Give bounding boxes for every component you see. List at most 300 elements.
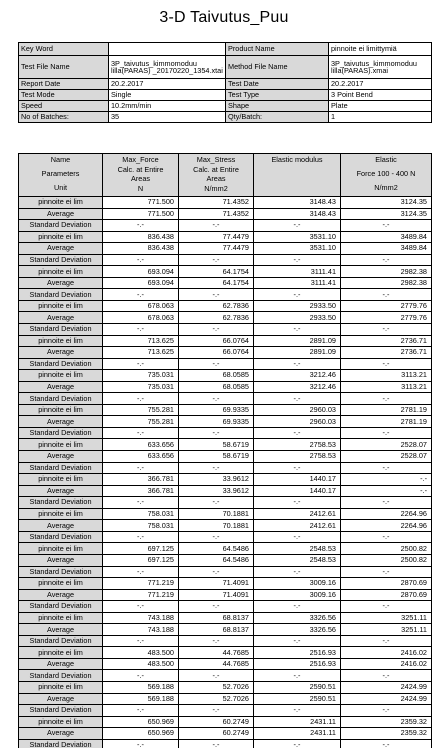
elastic-modulus-cell: -.- [254, 254, 341, 266]
std-dev-row [19, 601, 432, 613]
elastic-modulus-cell: -.- [254, 393, 341, 405]
max-stress-cell: 64.1754 [179, 277, 254, 289]
elastic-cell: -.- [341, 220, 432, 232]
max-force-cell: -.- [103, 358, 179, 370]
std-dev-row [19, 635, 432, 647]
std-dev-row [19, 289, 432, 301]
max-stress-cell: 52.7026 [179, 693, 254, 705]
elastic-cell: -.- [341, 497, 432, 509]
elastic-modulus-cell: 2960.03 [254, 416, 341, 428]
row-label: Average [19, 485, 103, 497]
std-dev-row [19, 324, 432, 336]
average-row [19, 658, 432, 670]
max-stress-cell: 64.5486 [179, 543, 254, 555]
max-stress-cell: -.- [179, 705, 254, 717]
max-stress-cell: 71.4352 [179, 208, 254, 220]
max-force-cell: 836.438 [103, 243, 179, 255]
max-force-cell: 569.188 [103, 681, 179, 693]
col-header-elastic-modulus [254, 154, 341, 197]
elastic-modulus-cell: -.- [254, 566, 341, 578]
std-dev-row [19, 220, 432, 232]
header-elastic-unit: N/mm2 [374, 183, 398, 192]
row-label: pinnoite ei lim [19, 335, 103, 347]
elastic-cell: 2424.99 [341, 693, 432, 705]
row-label: Standard Deviation [19, 601, 103, 613]
elastic-modulus-cell: -.- [254, 289, 341, 301]
elastic-modulus-cell: -.- [254, 497, 341, 509]
row-label: Standard Deviation [19, 739, 103, 748]
std-dev-row [19, 497, 432, 509]
elastic-modulus-cell: 2960.03 [254, 404, 341, 416]
info-label: Product Name [226, 43, 329, 56]
max-stress-cell: 70.1881 [179, 508, 254, 520]
row-label: Average [19, 693, 103, 705]
max-force-cell: 633.656 [103, 439, 179, 451]
elastic-cell: -.- [341, 324, 432, 336]
elastic-modulus-cell: -.- [254, 220, 341, 232]
row-label: pinnoite ei lim [19, 404, 103, 416]
sample-row [19, 197, 432, 209]
row-label: pinnoite ei lim [19, 578, 103, 590]
std-dev-row [19, 393, 432, 405]
max-stress-cell: -.- [179, 393, 254, 405]
info-row [19, 101, 432, 112]
test-info-table [18, 42, 432, 123]
elastic-cell: 2359.32 [341, 716, 432, 728]
header-elastic-modulus-line: Elastic modulus [271, 155, 323, 164]
max-force-cell: 713.625 [103, 347, 179, 359]
info-value: 20.2.2017 [109, 79, 226, 90]
max-stress-cell: -.- [179, 358, 254, 370]
row-label: Standard Deviation [19, 427, 103, 439]
elastic-modulus-cell: 3148.43 [254, 208, 341, 220]
elastic-cell: -.- [341, 462, 432, 474]
row-label: pinnoite ei lim [19, 197, 103, 209]
max-force-cell: -.- [103, 289, 179, 301]
row-label: pinnoite ei lim [19, 474, 103, 486]
elastic-modulus-cell: -.- [254, 635, 341, 647]
row-label: pinnoite ei lim [19, 716, 103, 728]
info-value: 35 [109, 112, 226, 123]
info-label: Test Date [226, 79, 329, 90]
elastic-modulus-cell: 3531.10 [254, 243, 341, 255]
elastic-cell: -.- [341, 474, 432, 486]
max-stress-cell: 62.7836 [179, 312, 254, 324]
elastic-modulus-cell: 2548.53 [254, 543, 341, 555]
elastic-modulus-cell: -.- [254, 427, 341, 439]
elastic-modulus-cell: 2412.61 [254, 520, 341, 532]
row-label: pinnoite ei lim [19, 681, 103, 693]
max-stress-cell: 60.2749 [179, 716, 254, 728]
row-label: Standard Deviation [19, 670, 103, 682]
max-stress-cell: -.- [179, 739, 254, 748]
elastic-cell: 3251.11 [341, 624, 432, 636]
elastic-modulus-cell: -.- [254, 739, 341, 748]
row-label: Average [19, 277, 103, 289]
max-force-cell: -.- [103, 324, 179, 336]
elastic-cell: 2528.07 [341, 439, 432, 451]
max-stress-cell: 77.4479 [179, 243, 254, 255]
info-label: Key Word [19, 43, 109, 56]
row-label: Average [19, 381, 103, 393]
max-force-cell: 569.188 [103, 693, 179, 705]
elastic-modulus-cell: 3111.41 [254, 277, 341, 289]
elastic-modulus-cell: 2431.11 [254, 728, 341, 740]
max-force-cell: 483.500 [103, 658, 179, 670]
row-label: pinnoite ei lim [19, 231, 103, 243]
elastic-modulus-cell: 2516.93 [254, 658, 341, 670]
max-force-cell: 836.438 [103, 231, 179, 243]
elastic-modulus-cell: 3111.41 [254, 266, 341, 278]
elastic-cell: 2424.99 [341, 681, 432, 693]
elastic-cell: -.- [341, 635, 432, 647]
std-dev-row [19, 254, 432, 266]
elastic-modulus-cell: 2933.50 [254, 312, 341, 324]
elastic-modulus-cell: 2412.61 [254, 508, 341, 520]
average-row [19, 243, 432, 255]
max-force-cell: -.- [103, 393, 179, 405]
max-force-cell: 771.219 [103, 589, 179, 601]
row-label: pinnoite ei lim [19, 647, 103, 659]
elastic-modulus-cell: 2891.09 [254, 347, 341, 359]
elastic-cell: -.- [341, 289, 432, 301]
max-force-cell: 693.094 [103, 277, 179, 289]
row-label: Average [19, 658, 103, 670]
max-stress-cell: -.- [179, 254, 254, 266]
elastic-cell: -.- [341, 393, 432, 405]
info-row [19, 112, 432, 123]
max-stress-cell: -.- [179, 635, 254, 647]
max-stress-cell: 68.0585 [179, 370, 254, 382]
max-force-cell: 755.281 [103, 416, 179, 428]
elastic-cell: -.- [341, 531, 432, 543]
max-force-cell: -.- [103, 531, 179, 543]
max-stress-cell: 62.7836 [179, 300, 254, 312]
elastic-cell: 2736.71 [341, 347, 432, 359]
row-label: Standard Deviation [19, 254, 103, 266]
max-force-cell: -.- [103, 220, 179, 232]
elastic-modulus-cell: 1440.17 [254, 485, 341, 497]
row-label: Standard Deviation [19, 220, 103, 232]
max-force-cell: 743.188 [103, 624, 179, 636]
max-stress-cell: -.- [179, 566, 254, 578]
sample-row [19, 231, 432, 243]
max-force-cell: -.- [103, 254, 179, 266]
header-max-force-areas: Areas [130, 174, 151, 183]
max-force-cell: 758.031 [103, 508, 179, 520]
elastic-cell: 3124.35 [341, 208, 432, 220]
info-value: pinnoite ei limittymiä [329, 43, 432, 56]
max-force-cell: 771.500 [103, 197, 179, 209]
sample-row [19, 681, 432, 693]
col-header-elastic [341, 154, 432, 197]
average-row [19, 485, 432, 497]
sample-row [19, 370, 432, 382]
max-stress-cell: 71.4091 [179, 589, 254, 601]
info-value: 3 Point Bend [329, 90, 432, 101]
max-force-cell: -.- [103, 739, 179, 748]
max-force-cell: 633.656 [103, 451, 179, 463]
elastic-cell: 3489.84 [341, 243, 432, 255]
info-label: Test File Name [19, 56, 109, 79]
header-max-force-line: Max_Force [122, 155, 159, 164]
elastic-modulus-cell: -.- [254, 462, 341, 474]
std-dev-row [19, 358, 432, 370]
info-row [19, 43, 432, 56]
elastic-modulus-cell: 3212.46 [254, 370, 341, 382]
max-stress-cell: 68.0585 [179, 381, 254, 393]
row-label: Average [19, 554, 103, 566]
elastic-cell: -.- [341, 705, 432, 717]
average-row [19, 728, 432, 740]
header-elastic-line: Elastic [375, 155, 397, 164]
max-force-cell: 713.625 [103, 335, 179, 347]
elastic-modulus-cell: 2933.50 [254, 300, 341, 312]
row-label: Standard Deviation [19, 324, 103, 336]
header-unit-line: Unit [54, 183, 67, 192]
max-stress-cell: 58.6719 [179, 439, 254, 451]
elastic-modulus-cell: 2758.53 [254, 451, 341, 463]
elastic-cell: 2870.69 [341, 578, 432, 590]
max-stress-cell: 70.1881 [179, 520, 254, 532]
elastic-modulus-cell: 3212.46 [254, 381, 341, 393]
row-label: Standard Deviation [19, 497, 103, 509]
info-label: Qty/Batch: [226, 112, 329, 123]
max-force-cell: -.- [103, 601, 179, 613]
header-parameters-line: Parameters [41, 168, 80, 178]
info-label: Test Type [226, 90, 329, 101]
info-label: Method File Name [226, 56, 329, 79]
elastic-modulus-cell: -.- [254, 670, 341, 682]
max-stress-cell: -.- [179, 427, 254, 439]
row-label: Average [19, 728, 103, 740]
elastic-cell: 2736.71 [341, 335, 432, 347]
max-stress-cell: 44.7685 [179, 647, 254, 659]
row-label: Average [19, 416, 103, 428]
sample-row [19, 716, 432, 728]
header-max-force-unit: N [137, 183, 144, 193]
info-value: 10.2mm/min [109, 101, 226, 112]
row-label: pinnoite ei lim [19, 508, 103, 520]
average-row [19, 277, 432, 289]
max-stress-cell: 44.7685 [179, 658, 254, 670]
elastic-modulus-cell: -.- [254, 531, 341, 543]
header-name-line: Name [50, 155, 71, 164]
elastic-modulus-cell: -.- [254, 705, 341, 717]
elastic-modulus-cell: 2431.11 [254, 716, 341, 728]
elastic-cell: 2779.76 [341, 312, 432, 324]
elastic-cell: 2416.02 [341, 647, 432, 659]
max-stress-cell: -.- [179, 220, 254, 232]
max-stress-cell: 69.9335 [179, 416, 254, 428]
max-stress-cell: 66.0764 [179, 335, 254, 347]
max-force-cell: 771.500 [103, 208, 179, 220]
average-row [19, 451, 432, 463]
row-label: Standard Deviation [19, 289, 103, 301]
elastic-modulus-cell: 3009.16 [254, 578, 341, 590]
header-max-stress-calc: Calc. at Entire [193, 164, 239, 174]
elastic-modulus-cell: 2516.93 [254, 647, 341, 659]
max-stress-cell: 69.9335 [179, 404, 254, 416]
max-stress-cell: -.- [179, 601, 254, 613]
max-stress-cell: -.- [179, 531, 254, 543]
row-label: Standard Deviation [19, 462, 103, 474]
elastic-modulus-cell: 2590.51 [254, 681, 341, 693]
max-stress-cell: 66.0764 [179, 347, 254, 359]
sample-row [19, 439, 432, 451]
col-header-name [19, 154, 103, 197]
row-label: Standard Deviation [19, 705, 103, 717]
elastic-modulus-cell: 3148.43 [254, 197, 341, 209]
elastic-cell: 2264.96 [341, 508, 432, 520]
info-value: 3P_taivutus_kimmomoduu lilla(PARAS).xmai [329, 56, 432, 79]
max-force-cell: 678.063 [103, 312, 179, 324]
header-max-stress-areas: Areas [206, 174, 226, 183]
max-force-cell: 650.969 [103, 716, 179, 728]
elastic-modulus-cell: 3326.56 [254, 612, 341, 624]
std-dev-row [19, 462, 432, 474]
elastic-cell: 3124.35 [341, 197, 432, 209]
elastic-cell: 2982.38 [341, 277, 432, 289]
elastic-modulus-cell: 1440.17 [254, 474, 341, 486]
elastic-cell: -.- [341, 670, 432, 682]
std-dev-row [19, 705, 432, 717]
average-row [19, 554, 432, 566]
row-label: Average [19, 243, 103, 255]
sample-row [19, 647, 432, 659]
elastic-cell: 2528.07 [341, 451, 432, 463]
std-dev-row [19, 739, 432, 748]
elastic-cell: 2781.19 [341, 404, 432, 416]
elastic-cell: -.- [341, 427, 432, 439]
info-value: 3P_taivutus_kimmomoduu lilla(PARAS) _20170220_1354.xtai [109, 56, 226, 79]
info-label: Test Mode [19, 90, 109, 101]
max-stress-cell: 64.1754 [179, 266, 254, 278]
std-dev-row [19, 531, 432, 543]
max-stress-cell: 33.9612 [179, 474, 254, 486]
sample-row [19, 508, 432, 520]
row-label: Standard Deviation [19, 635, 103, 647]
row-label: Standard Deviation [19, 531, 103, 543]
max-stress-cell: -.- [179, 324, 254, 336]
max-force-cell: 697.125 [103, 554, 179, 566]
max-force-cell: 366.781 [103, 485, 179, 497]
row-label: pinnoite ei lim [19, 370, 103, 382]
max-stress-cell: -.- [179, 670, 254, 682]
max-force-cell: 758.031 [103, 520, 179, 532]
max-force-cell: 697.125 [103, 543, 179, 555]
max-force-cell: 735.031 [103, 370, 179, 382]
row-label: Standard Deviation [19, 358, 103, 370]
elastic-modulus-cell: -.- [254, 324, 341, 336]
elastic-modulus-cell: 3009.16 [254, 589, 341, 601]
page-title: 3-D Taivutus_Puu [159, 9, 289, 26]
elastic-modulus-cell: 3531.10 [254, 231, 341, 243]
sample-row [19, 404, 432, 416]
elastic-modulus-cell: -.- [254, 601, 341, 613]
elastic-cell: 2779.76 [341, 300, 432, 312]
elastic-cell: 2416.02 [341, 658, 432, 670]
average-row [19, 589, 432, 601]
row-label: Average [19, 312, 103, 324]
elastic-cell: 3489.84 [341, 231, 432, 243]
sample-row [19, 266, 432, 278]
info-value: Single [109, 90, 226, 101]
max-force-cell: -.- [103, 635, 179, 647]
elastic-cell: 2264.96 [341, 520, 432, 532]
max-stress-cell: 77.4479 [179, 231, 254, 243]
sample-row [19, 543, 432, 555]
elastic-modulus-cell: -.- [254, 358, 341, 370]
max-force-cell: 743.188 [103, 612, 179, 624]
sample-row [19, 300, 432, 312]
elastic-modulus-cell: 2891.09 [254, 335, 341, 347]
row-label: Standard Deviation [19, 393, 103, 405]
row-label: pinnoite ei lim [19, 300, 103, 312]
average-row [19, 208, 432, 220]
average-row [19, 347, 432, 359]
max-force-cell: -.- [103, 705, 179, 717]
sample-row [19, 578, 432, 590]
elastic-modulus-cell: 3326.56 [254, 624, 341, 636]
info-row [19, 90, 432, 101]
header-max-stress-line: Max_Stress [196, 155, 236, 164]
elastic-cell: 2359.32 [341, 728, 432, 740]
max-stress-cell: -.- [179, 497, 254, 509]
elastic-cell: 3251.11 [341, 612, 432, 624]
max-stress-cell: 71.4352 [179, 197, 254, 209]
info-value [109, 43, 226, 56]
max-force-cell: -.- [103, 566, 179, 578]
info-label: No of Batches: [19, 112, 109, 123]
elastic-modulus-cell: 2548.53 [254, 554, 341, 566]
elastic-cell: -.- [341, 739, 432, 748]
std-dev-row [19, 566, 432, 578]
header-max-force-calc: Calc. at Entire [117, 164, 164, 174]
row-label: pinnoite ei lim [19, 439, 103, 451]
max-stress-cell: -.- [179, 289, 254, 301]
header-elastic-force-range: Force 100 - 400 N [356, 168, 416, 178]
results-table [18, 153, 432, 748]
elastic-cell: -.- [341, 601, 432, 613]
max-force-cell: -.- [103, 497, 179, 509]
average-row [19, 312, 432, 324]
row-label: Average [19, 520, 103, 532]
max-force-cell: 678.063 [103, 300, 179, 312]
elastic-cell: -.- [341, 566, 432, 578]
elastic-cell: -.- [341, 254, 432, 266]
max-force-cell: -.- [103, 427, 179, 439]
col-header-max-stress [179, 154, 254, 197]
row-label: Average [19, 589, 103, 601]
max-stress-cell: 58.6719 [179, 451, 254, 463]
info-label: Speed [19, 101, 109, 112]
elastic-cell: 3113.21 [341, 381, 432, 393]
elastic-cell: -.- [341, 485, 432, 497]
max-force-cell: -.- [103, 462, 179, 474]
elastic-cell: 2870.69 [341, 589, 432, 601]
row-label: pinnoite ei lim [19, 543, 103, 555]
max-force-cell: -.- [103, 670, 179, 682]
row-label: Standard Deviation [19, 566, 103, 578]
info-row [19, 79, 432, 90]
average-row [19, 520, 432, 532]
row-label: Average [19, 208, 103, 220]
elastic-cell: 2500.82 [341, 554, 432, 566]
info-label: Shape [226, 101, 329, 112]
max-stress-cell: 60.2749 [179, 728, 254, 740]
col-header-max-force [103, 154, 179, 197]
